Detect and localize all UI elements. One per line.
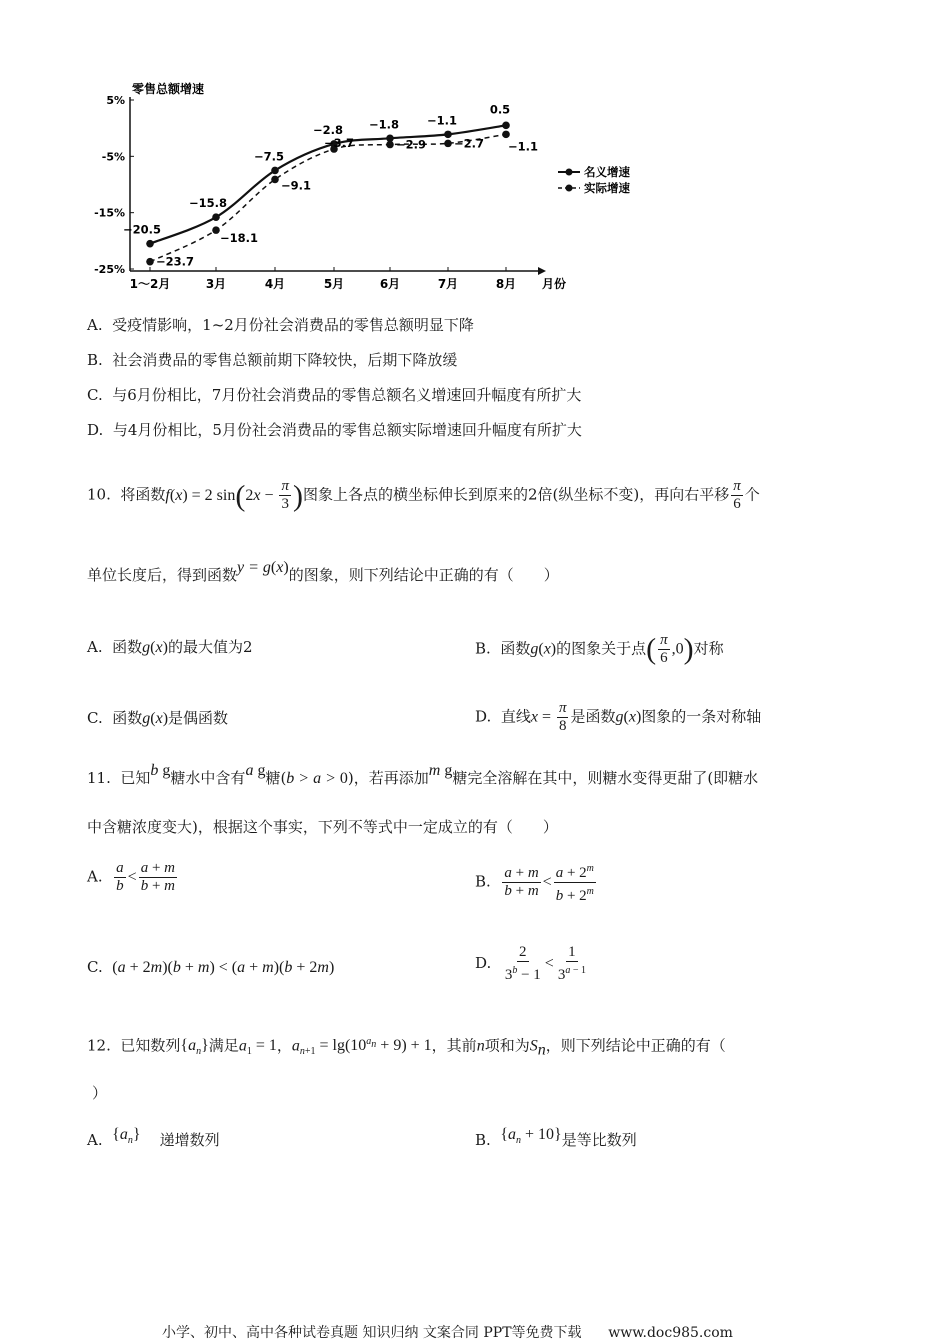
- x-tick-label: 8月: [495, 277, 517, 291]
- x-tick-label: 1～2月: [129, 277, 171, 291]
- data-label: −1.1: [426, 113, 458, 128]
- q11-option-a: A. $\frac{a}{b}$ < $\frac{a + m}{b + m}$: [87, 860, 175, 894]
- x-axis-label: 月份: [542, 277, 567, 291]
- data-point: [502, 131, 510, 139]
- q10-stem-line2: 单位长度后，得到函数y = g(x)的图象，则下列结论中正确的有（ ）: [87, 559, 559, 584]
- q9-option-a: A. 受疫情影响，1~2月份社会消费品的零售总额明显下降: [87, 316, 474, 334]
- q10-fx-formula: f(x) = 2 sin(2x − $\frac{\pi}{3}$ ): [165, 478, 303, 513]
- data-label: −2.7: [454, 136, 485, 151]
- q12-option-b: B. $\{a_n + 10\}$是等比数列: [475, 1126, 637, 1149]
- retail-growth-chart: [80, 75, 660, 300]
- data-label: −1.8: [368, 117, 400, 132]
- y-tick-label: -15%: [94, 206, 125, 220]
- data-point: [146, 240, 154, 248]
- data-label: −2.8: [312, 122, 344, 137]
- data-point: [444, 140, 452, 148]
- q9-option-d: D. 与4月份相比，5月份社会消费品的零售总额实际增速回升幅度有所扩大: [87, 421, 582, 439]
- data-point: [444, 131, 452, 139]
- x-tick-label: 7月: [437, 277, 459, 291]
- x-tick-label: 6月: [379, 277, 401, 291]
- data-point: [271, 176, 279, 184]
- q10-option-c: C. 函数g(x)是偶函数: [87, 709, 229, 727]
- data-label: −1.1: [508, 139, 539, 154]
- y-tick-label: -25%: [94, 263, 125, 276]
- x-tick-label: 3月: [205, 277, 227, 291]
- data-point: [386, 141, 394, 149]
- data-point: [212, 213, 220, 221]
- q11-option-b: B. $\frac{a + m}{b + m}$ < $\frac{a + 2^m}{b + 2^m}$: [475, 860, 598, 905]
- data-label: −9.1: [281, 178, 312, 193]
- data-label: 0.5: [489, 102, 511, 117]
- q10-option-a: A. 函数g(x)的最大值为2: [87, 638, 253, 656]
- q12-stem-line2: ）: [92, 1084, 108, 1102]
- x-tick-label: 5月: [323, 277, 345, 291]
- data-point: [502, 122, 510, 130]
- chart-legend: [558, 165, 630, 195]
- q11-stem-line2: 中含糖浓度变大)，根据这个事实，下列不等式中一定成立的有（ ）: [87, 818, 558, 836]
- data-label: −15.8: [188, 196, 228, 211]
- q11-stem-line1: 11. 已知b g糖水中含有a g糖(b > a > 0)，若再添加m g糖完全溶解在其中，则糖水变得更甜了(即糖水: [87, 762, 759, 787]
- legend-real: 实际增速: [584, 181, 630, 195]
- data-label: −23.7: [156, 254, 195, 269]
- data-label: −18.1: [220, 231, 259, 246]
- q10-option-d: D. 直线x = $\frac{\pi}{8}$ 是函数g(x)图象的一条对称轴: [475, 700, 762, 734]
- data-label: −20.5: [122, 222, 162, 237]
- data-label: −3.7: [324, 136, 355, 151]
- q9-option-b: B. 社会消费品的零售总额前期下降较快，后期下降放缓: [87, 351, 458, 369]
- q11-option-c: C. (a + 2m)(b + m) < (a + m)(b + 2m): [87, 958, 335, 976]
- data-label: −7.5: [253, 149, 285, 164]
- legend-nominal: 名义增速: [584, 165, 630, 179]
- data-label: −2.9: [396, 137, 427, 152]
- q10-option-b: B. 函数g(x)的图象关于点( $\frac{\pi}{6}$ ,0)对称: [475, 632, 724, 666]
- data-point: [146, 258, 154, 266]
- y-tick-label: -5%: [101, 150, 125, 164]
- x-tick-label: 4月: [264, 277, 286, 291]
- q12-stem-line1: 12. 已知数列$\{a_n\}$满足$a_1 = 1$，$a_{n+1} = \lg(10^{a_n} + 9) + 1$，其前n项和为$S_n$，则下列结论中正确的有（: [87, 1036, 726, 1059]
- y-tick-label: 5%: [106, 94, 125, 107]
- page-footer: [162, 1322, 733, 1342]
- chart-title: 零售总额增速: [132, 82, 205, 96]
- q10-stem-line1: 10. 将函数f(x) = 2 sin(2x − $\frac{\pi}{3}$ )图象上各点的横坐标伸长到原来的2倍(纵坐标不变)，再向右平移 $\frac{\pi}{6}$ 个: [87, 478, 760, 513]
- q9-option-c: C. 与6月份相比，7月份社会消费品的零售总额名义增速回升幅度有所扩大: [87, 386, 582, 404]
- q12-option-a: A. $\{a_n\}$ 递增数列: [87, 1126, 220, 1149]
- data-point: [271, 167, 279, 175]
- q11-option-d: D. $\frac{2}{3^b - 1}$ < $\frac{1}{3^{a - 1}}$: [475, 944, 586, 983]
- footer-text: 小学、初中、高中各种试卷真题 知识归纳 文案合同 PPT等免费下载: [162, 1325, 582, 1341]
- data-point: [212, 226, 220, 234]
- x-axis-arrow: [538, 267, 546, 275]
- footer-url[interactable]: www.doc985.com: [608, 1325, 733, 1341]
